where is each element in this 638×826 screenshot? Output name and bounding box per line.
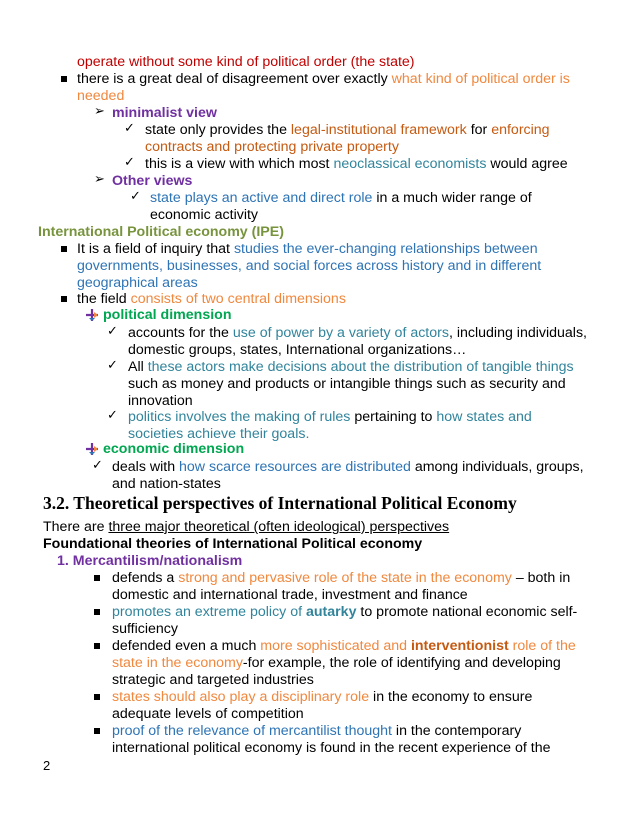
text-line: there is a great deal of disagreement over exactly what kind of political order is — [77, 71, 570, 87]
text-line: promotes an extreme policy of autarky to promote national economic self- — [112, 604, 578, 620]
text-line: state only provides the legal-institutional framework for enforcing — [145, 122, 550, 138]
text-line: societies achieve their goals. — [128, 426, 310, 442]
text-line: proof of the relevance of mercantilist thought in the contemporary — [112, 723, 522, 739]
text-line: It is a field of inquiry that studies the ever-changing relationships between — [77, 241, 538, 257]
text-line: such as money and products or intangible things such as security and — [128, 376, 566, 392]
square-bullet-icon — [94, 575, 100, 581]
text-line: governments, businesses, and social forces across history and in different — [77, 258, 542, 274]
subsection-title: Foundational theories of International Political economy — [43, 536, 423, 552]
text-line: contracts and protecting private property — [145, 139, 399, 155]
checkmark-bullet-icon: ✓ — [107, 324, 118, 339]
text-line: geographical areas — [77, 275, 198, 291]
text-line: domestic groups, states, International organizations… — [128, 342, 467, 358]
numbered-heading: 1. Mercantilism/nationalism — [57, 553, 243, 569]
text-line: defends a strong and pervasive role of the state in the economy – both in — [112, 570, 571, 586]
arrow-cross-bullet-icon — [85, 308, 99, 322]
text-line: innovation — [128, 393, 193, 409]
square-bullet-icon — [61, 296, 67, 302]
text-line: sufficiency — [112, 621, 178, 637]
text-line: states should also play a disciplinary role in the economy to ensure — [112, 689, 533, 705]
square-bullet-icon — [61, 76, 67, 82]
page-number: 2 — [43, 758, 51, 773]
square-bullet-icon — [94, 728, 100, 734]
section-heading: International Political economy (IPE) — [38, 224, 284, 240]
text-line: international political economy is found in the recent experience of the — [112, 740, 551, 756]
checkmark-bullet-icon: ✓ — [107, 408, 118, 423]
text-line: politics involves the making of rules pertaining to how states and — [128, 409, 532, 425]
text-line: and nation-states — [112, 476, 221, 492]
subheading: political dimension — [103, 307, 232, 323]
text-line: deals with how scarce resources are distributed among individuals, groups, — [112, 459, 584, 475]
subheading: Other views — [112, 173, 193, 189]
square-bullet-icon — [61, 246, 67, 252]
square-bullet-icon — [94, 609, 100, 615]
text-line: defended even a much more sophisticated and interventionist role of the — [112, 638, 576, 654]
arrowhead-bullet-icon: ➢ — [94, 104, 105, 119]
square-bullet-icon — [94, 694, 100, 700]
text-line: strategic and targeted industries — [112, 672, 314, 688]
text-line: needed — [77, 88, 125, 104]
text-line: the field consists of two central dimensions — [77, 291, 346, 307]
text-line: All these actors make decisions about the distribution of tangible things — [128, 359, 574, 375]
subheading: economic dimension — [103, 441, 245, 457]
text-line: state in the economy-for example, the role of identifying and developing — [112, 655, 561, 671]
checkmark-bullet-icon: ✓ — [124, 121, 135, 136]
section-title: 3.2. Theoretical perspectives of International Political Economy — [43, 493, 517, 513]
square-bullet-icon — [94, 643, 100, 649]
arrowhead-bullet-icon: ➢ — [94, 172, 105, 187]
text-line: operate without some kind of political order (the state) — [77, 54, 415, 70]
checkmark-bullet-icon: ✓ — [130, 189, 141, 204]
text-line: state plays an active and direct role in a much wider range of — [150, 190, 532, 206]
text-line: There are three major theoretical (often ideological) perspectives — [43, 519, 450, 535]
text-line: this is a view with which most neoclassical economists would agree — [145, 156, 568, 172]
checkmark-bullet-icon: ✓ — [92, 458, 103, 473]
subheading: minimalist view — [112, 105, 217, 121]
text-line: domestic and international trade, investment and finance — [112, 587, 468, 603]
text-line: economic activity — [150, 207, 259, 223]
checkmark-bullet-icon: ✓ — [124, 155, 135, 170]
text-line: accounts for the use of power by a variety of actors, including individuals, — [128, 325, 587, 341]
arrow-cross-bullet-icon — [85, 442, 99, 456]
checkmark-bullet-icon: ✓ — [107, 358, 118, 373]
text-line: adequate levels of competition — [112, 706, 304, 722]
